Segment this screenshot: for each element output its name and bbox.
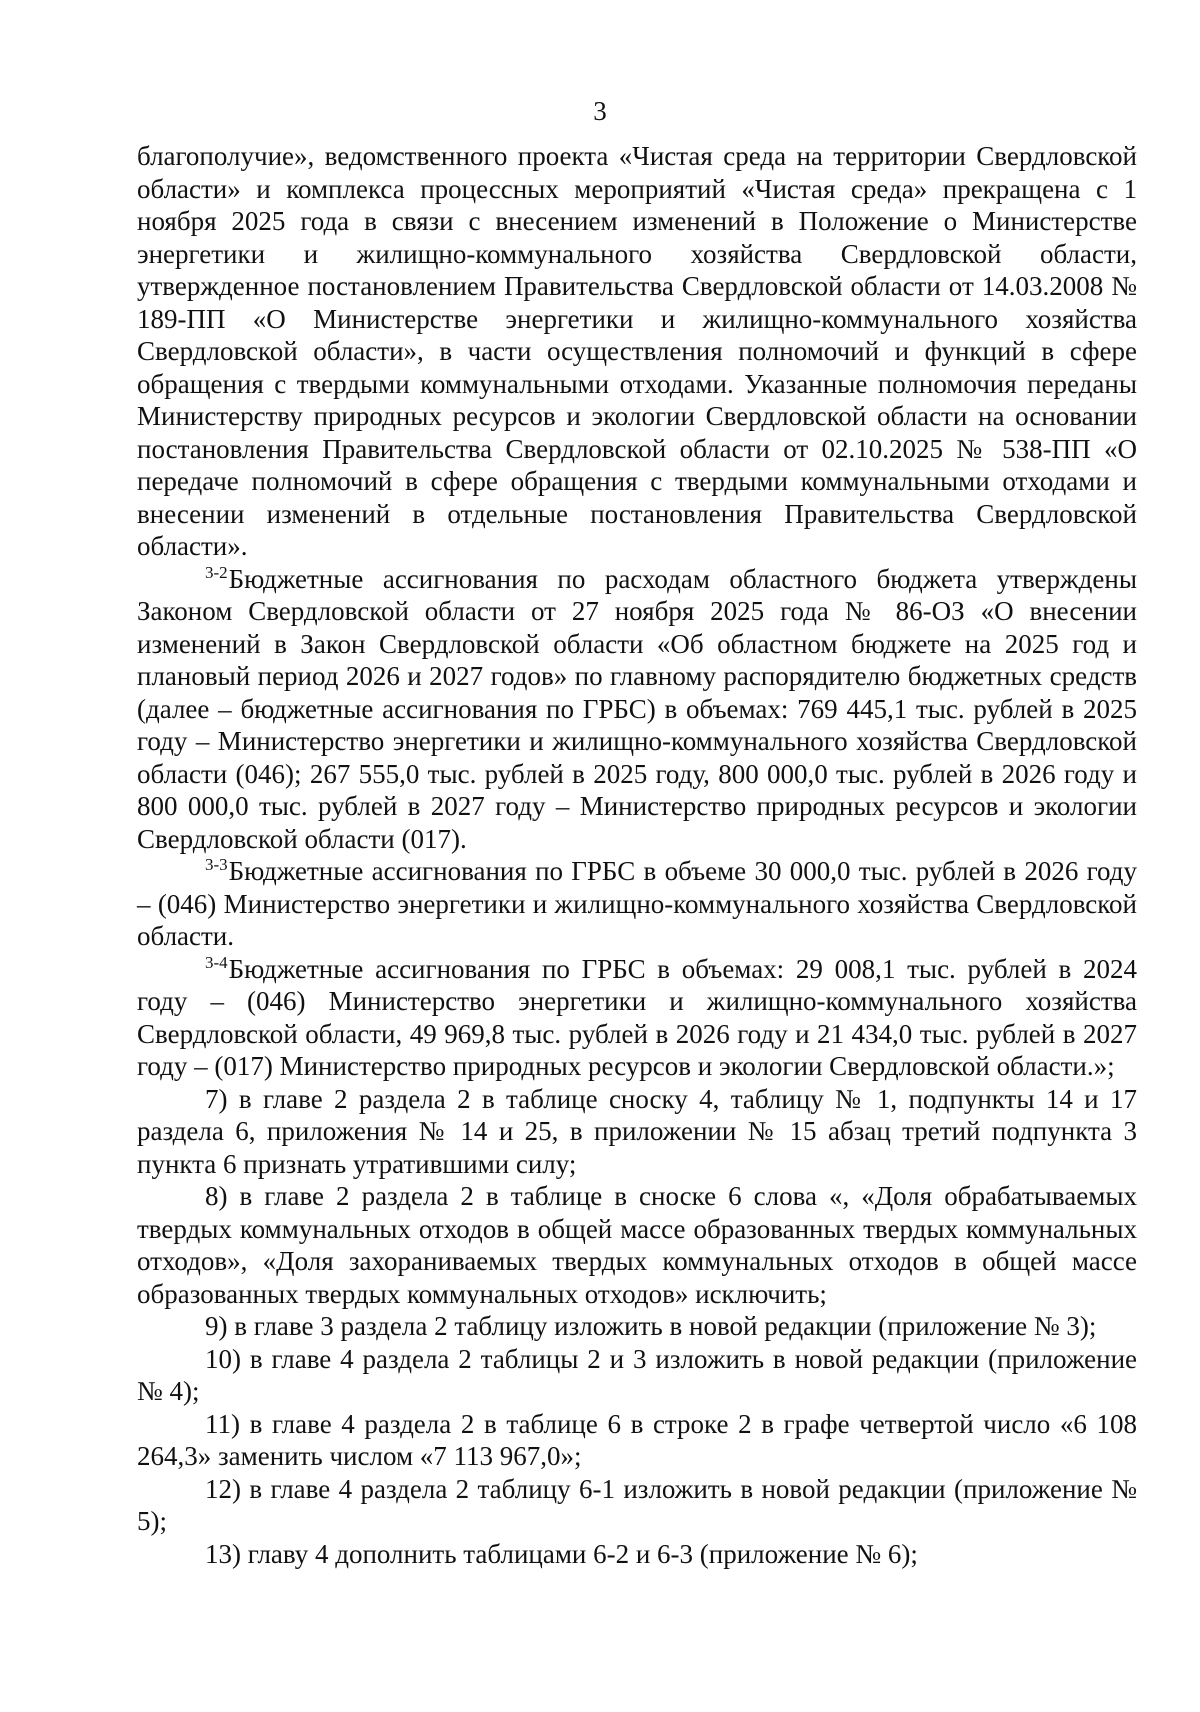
page-number: 3 bbox=[593, 96, 607, 126]
footnote-text: Бюджетные ассигнования по ГРБС в объемах: 29 008,1 тыс. рублей в 2024 году – (046) Министерство энергетики и жилищно-коммунального хозяйства Свердловской области, 49 969,8 тыс. рублей в 2026 году и 21 434,0 тыс. рублей в 2027 году – (017) Министерство природных ресурсов и экологии Свердловской области.»; bbox=[137, 953, 1137, 1081]
list-item-text: 7) в главе 2 раздела 2 в таблице сноску 4, таблицу № 1, подпункты 14 и 17 раздела 6, приложения № 14 и 25, в приложении № 15 абзац третий подпункта 3 пункта 6 признать утратившими силу; bbox=[137, 1083, 1137, 1179]
list-item-11 bbox=[137, 1408, 1137, 1473]
footnote-text: Бюджетные ассигнования по расходам областного бюджета утверждены Законом Свердловской области от 27 ноября 2025 года № 86-ОЗ «О внесении изменений в Закон Свердловской области «Об областном бюджете на 2025 год и плановый период 2026 и 2027 годов» по главному распорядителю бюджетных средств (далее – бюджетные ассигнования по ГРБС) в объемах: 769 445,1 тыс. рублей в 2025 году – Министерство энергетики и жилищно-коммунального хозяйства Свердловской области (046); 267 555,0 тыс. рублей в 2025 году, 800 000,0 тыс. рублей в 2026 году и 800 000,0 тыс. рублей в 2027 году – Министерство природных ресурсов и экологии Свердловской области (017). bbox=[137, 563, 1137, 854]
list-item-text: 9) в главе 3 раздела 2 таблицу изложить в новой редакции (приложение № 3); bbox=[205, 1311, 1097, 1341]
list-item-12 bbox=[137, 1473, 1137, 1538]
list-item-text: 13) главу 4 дополнить таблицами 6-2 и 6-3 (приложение № 6); bbox=[205, 1538, 918, 1569]
document-body bbox=[137, 140, 1137, 1570]
footnote-3-4 bbox=[137, 953, 1137, 1083]
footnote-3-2 bbox=[137, 563, 1137, 856]
list-item-8 bbox=[137, 1180, 1137, 1310]
list-item-text: 10) в главе 4 раздела 2 таблицы 2 и 3 изложить в новой редакции (приложение № 4); bbox=[137, 1343, 1137, 1406]
paragraph-text: благополучие», ведомственного проекта «Чистая среда на территории Свердловской области» и комплекса процессных мероприятий «Чистая среда» прекращена с 1 ноября 2025 года в связи с внесением изменений в Положение о Министерстве энергетики и жилищно-коммунального хозяйства Свердловской области, утвержденное постановлением Правительства Свердловской области от 14.03.2008 № 189-ПП «О Министерстве энергетики и жилищно-коммунального хозяйства Свердловской области», в части осуществления полномочий и функций в сфере обращения с твердыми коммунальными отходами. Указанные полномочия переданы Министерству природных ресурсов и экологии Свердловской области на основании постановления Правительства Свердловской области от 02.10.2025 № 538-ПП «О передаче полномочий в сфере обращения с твердыми коммунальными отходами и внесении изменений в отдельные постановления Правительства Свердловской области». bbox=[137, 141, 1137, 561]
list-item-9 bbox=[137, 1310, 1137, 1343]
footnote-3-3 bbox=[137, 855, 1137, 953]
list-item-text: 8) в главе 2 раздела 2 в таблице в сноске 6 слова «, «Доля обрабатываемых твердых коммунальных отходов в общей массе образованных твердых коммунальных отходов», «Доля захораниваемых твердых коммунальных отходов в общей массе образованных твердых коммунальных отходов» исключить; bbox=[137, 1181, 1137, 1309]
footnote-text: Бюджетные ассигнования по ГРБС в объеме 30 000,0 тыс. рублей в 2026 году – (046) Министерство энергетики и жилищно-коммунального хозяйства Свердловской области. bbox=[137, 856, 1137, 951]
footnote-marker: 3-2 bbox=[205, 562, 228, 582]
list-item-text: 12) в главе 4 раздела 2 таблицу 6-1 изложить в новой редакции (приложение № 5); bbox=[137, 1473, 1137, 1536]
footnote-marker: 3-3 bbox=[205, 855, 228, 874]
list-item-13 bbox=[137, 1538, 1137, 1571]
footnote-marker: 3-4 bbox=[205, 952, 228, 972]
list-item-7 bbox=[137, 1083, 1137, 1181]
list-item-text: 11) в главе 4 раздела 2 в таблице 6 в строке 2 в графе четвертой число «6 108 264,3» заменить числом «7 113 967,0»; bbox=[137, 1408, 1137, 1471]
paragraph-continuation bbox=[137, 140, 1137, 563]
list-item-10 bbox=[137, 1343, 1137, 1408]
